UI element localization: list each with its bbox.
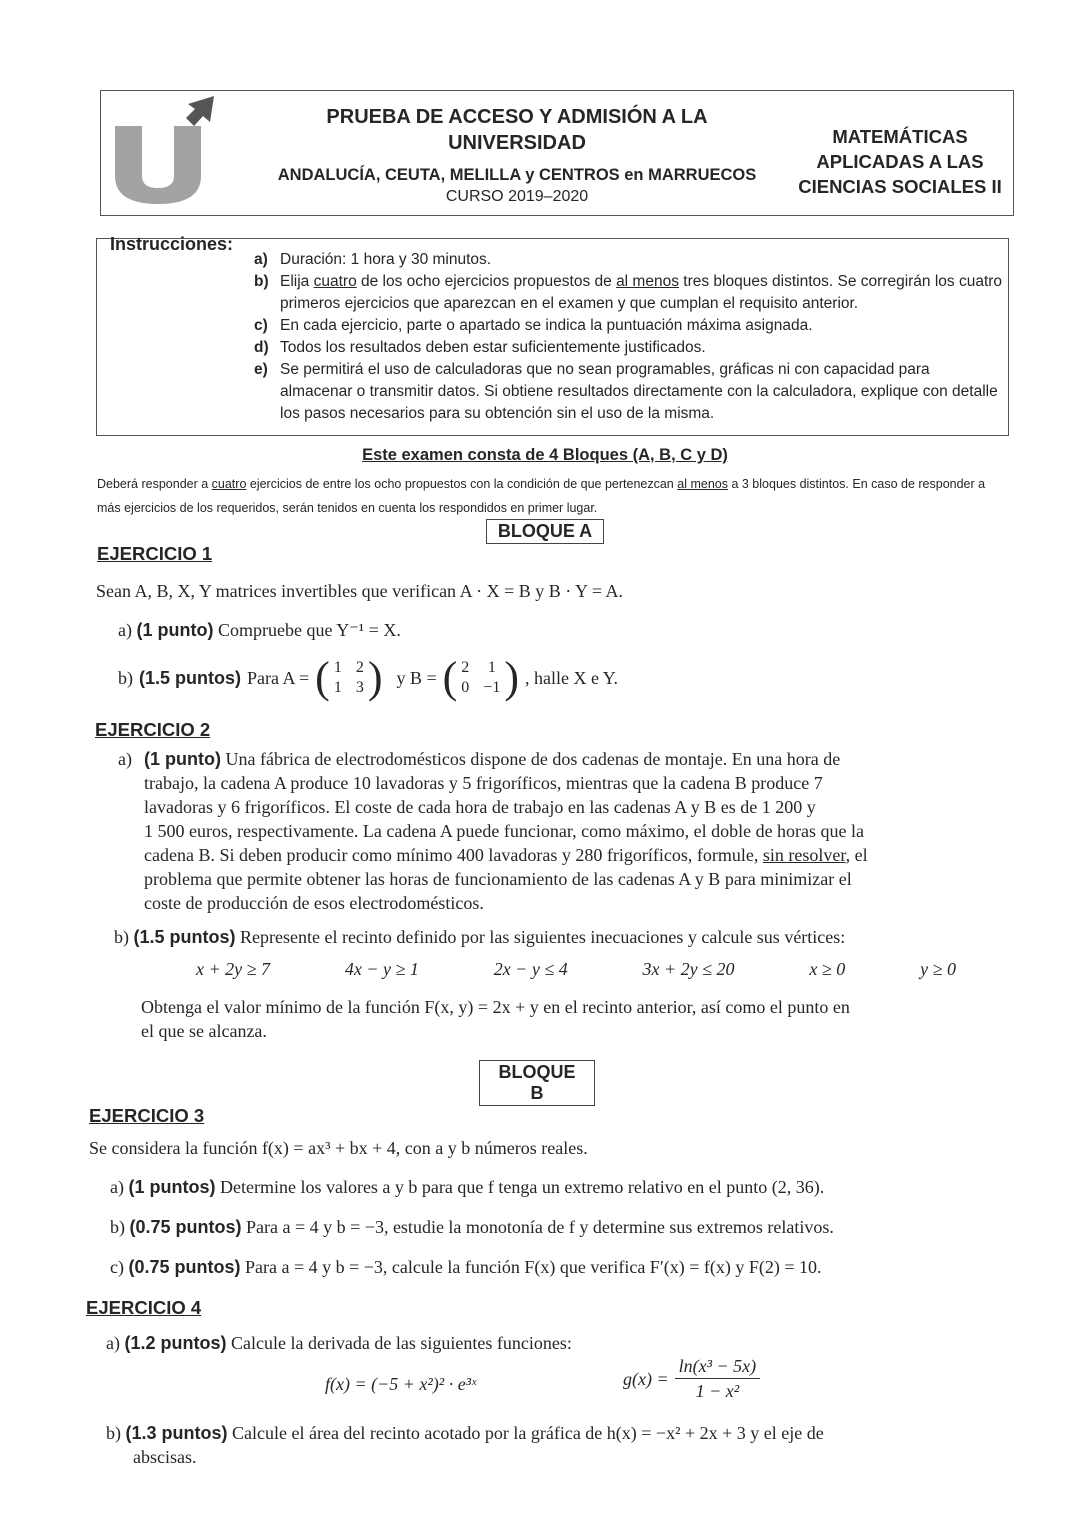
- instructions-list: [254, 249, 1004, 425]
- ejercicio-2-title: EJERCICIO 2: [95, 719, 211, 740]
- university-logo: [110, 96, 220, 206]
- ejercicio-3-statement: Se considera la función f(x) = ax³ + bx + 4, con a y b números reales.: [89, 1138, 588, 1158]
- formula-f: f(x) = (−5 + x²)² · e³ˣ: [325, 1374, 477, 1394]
- instruction-item: c) En cada ejercicio, parte o apartado se indica la puntuación máxima asignada.: [254, 317, 813, 334]
- ejercicio-2-part-b-question: Obtenga el valor mínimo de la función F(x, y) = 2x + y en el recinto anterior, así como el punto en el que se alcanza.: [141, 997, 850, 1041]
- bloque-a-label: BLOQUE A: [486, 519, 604, 544]
- exam-structure-note: Deberá responder a cuatro ejercicios de entre los ocho propuestos con la condición de que pertenezcan al menos a 3 bloques distintos. En caso de responder a más ejercicios de los requeridos, serán tenidos en cuenta los respondidos en primer lugar.: [97, 477, 986, 515]
- ejercicio-4-part-a: a) (1.2 puntos) Calcule la derivada de las siguientes funciones:: [106, 1333, 572, 1353]
- instruction-item: b) Elija cuatro de los ocho ejercicios propuestos de al menos tres bloques distintos. Se corregirán los cuatro primeros ejercicios que aparezcan en el examen y que cumplan el requisito anterior.: [254, 273, 1003, 312]
- ejercicio-3-part-a: a) (1 puntos) Determine los valores a y b para que f tenga un extremo relativo en el punto (2, 36).: [110, 1177, 825, 1197]
- ejercicio-1-part-a: a) (1 punto) Compruebe que Y⁻¹ = X.: [118, 620, 401, 640]
- bloque-b-label: BLOQUE B: [479, 1060, 595, 1106]
- instructions-title: Instrucciones:: [110, 234, 234, 254]
- ejercicio-3-part-c: c) (0.75 puntos) Para a = 4 y b = −3, calcule la función F(x) que verifica F′(x) = f(x) y F(2) = 10.: [110, 1257, 822, 1277]
- matrix-b: ( 2 1 0 −1 ): [442, 653, 519, 702]
- ejercicio-4-part-b: b) (1.3 puntos) Calcule el área del recinto acotado por la gráfica de h(x) = −x² + 2x + 3 y el eje de abscisas.: [106, 1423, 824, 1467]
- exam-title-line1: PRUEBA DE ACCESO Y ADMISIÓN A LA: [326, 106, 708, 128]
- ejercicio-4-title: EJERCICIO 4: [86, 1297, 202, 1318]
- exam-title-line2: UNIVERSIDAD: [448, 132, 586, 154]
- subject-title: [790, 124, 1010, 199]
- instruction-item: d) Todos los resultados deben estar suficientemente justificados.: [254, 339, 706, 356]
- subject-line3: CIENCIAS SOCIALES II: [798, 176, 1002, 197]
- ejercicio-3-part-b: b) (0.75 puntos) Para a = 4 y b = −3, estudie la monotonía de f y determine sus extremos relativos.: [110, 1217, 834, 1237]
- ejercicio-1-statement: Sean A, B, X, Y matrices invertibles que verifican A · X = B y B · Y = A.: [96, 581, 624, 601]
- exam-region: ANDALUCÍA, CEUTA, MELILLA y CENTROS en MARRUECOS: [277, 166, 757, 184]
- subject-line1: MATEMÁTICAS: [832, 126, 968, 147]
- formula-g: g(x) = $\frac{\text{ln(x³ − 5x)}}{\text{1 − x²}}$: [623, 1354, 760, 1403]
- matrix-a: ( 1 2 1 3 ): [315, 653, 383, 702]
- ejercicio-2-part-a: a) (1 punto) Una fábrica de electrodomésticos dispone de dos cadenas de montaje. En una hora de trabajo, la cadena A produce 10 lavadoras y 5 frigoríficos, mientras que la cadena B produce 7 lavadoras y 6 frigoríficos. El coste de cada hora de trabajo en las cadenas A y B es de 1 200 y 1 500 euros, respectivamente. La cadena A puede funcionar, como máximo, el doble de horas que la cadena B. Si deben producir como mínimo 400 lavadoras y 280 frigoríficos, formule, sin resolver, el problema que permite obtener las horas de funcionamiento de las cadenas A y B para minimizar el coste de producción de esos electrodomésticos.: [118, 749, 868, 913]
- instruction-item: a) Duración: 1 hora y 30 minutos.: [254, 251, 492, 268]
- subject-line2: APLICADAS A LAS: [816, 151, 984, 172]
- ejercicio-2-part-b: b) (1.5 puntos) Represente el recinto definido por las siguientes inecuaciones y calcule sus vértices:: [114, 927, 846, 947]
- header-center: [262, 104, 772, 208]
- inequalities-row: x + 2y ≥ 7 4x − y ≥ 1 2x − y ≤ 4 3x + 2y ≤ 20 x ≥ 0 y ≥ 0: [196, 959, 956, 979]
- ejercicio-3-title: EJERCICIO 3: [89, 1105, 205, 1126]
- instruction-item: e) Se permitirá el uso de calculadoras que no sean programables, gráficas ni con capacidad para almacenar o transmitir datos. Si obtiene resultados directamente con la calculadora, explique con detalle los pasos necesarios para su obtención sin el uso de la misma.: [254, 361, 998, 422]
- ejercicio-1-part-b: b) (1.5 puntos) Para A = ( 1 2 1 3 ) y B = ( 2 1 0 −1 ) , halle X e Y.: [118, 653, 618, 702]
- ejercicio-1-title: EJERCICIO 1: [97, 543, 213, 564]
- exam-course: CURSO 2019–2020: [445, 188, 589, 205]
- exam-structure-heading: Este examen consta de 4 Bloques (A, B, C y D): [362, 446, 728, 464]
